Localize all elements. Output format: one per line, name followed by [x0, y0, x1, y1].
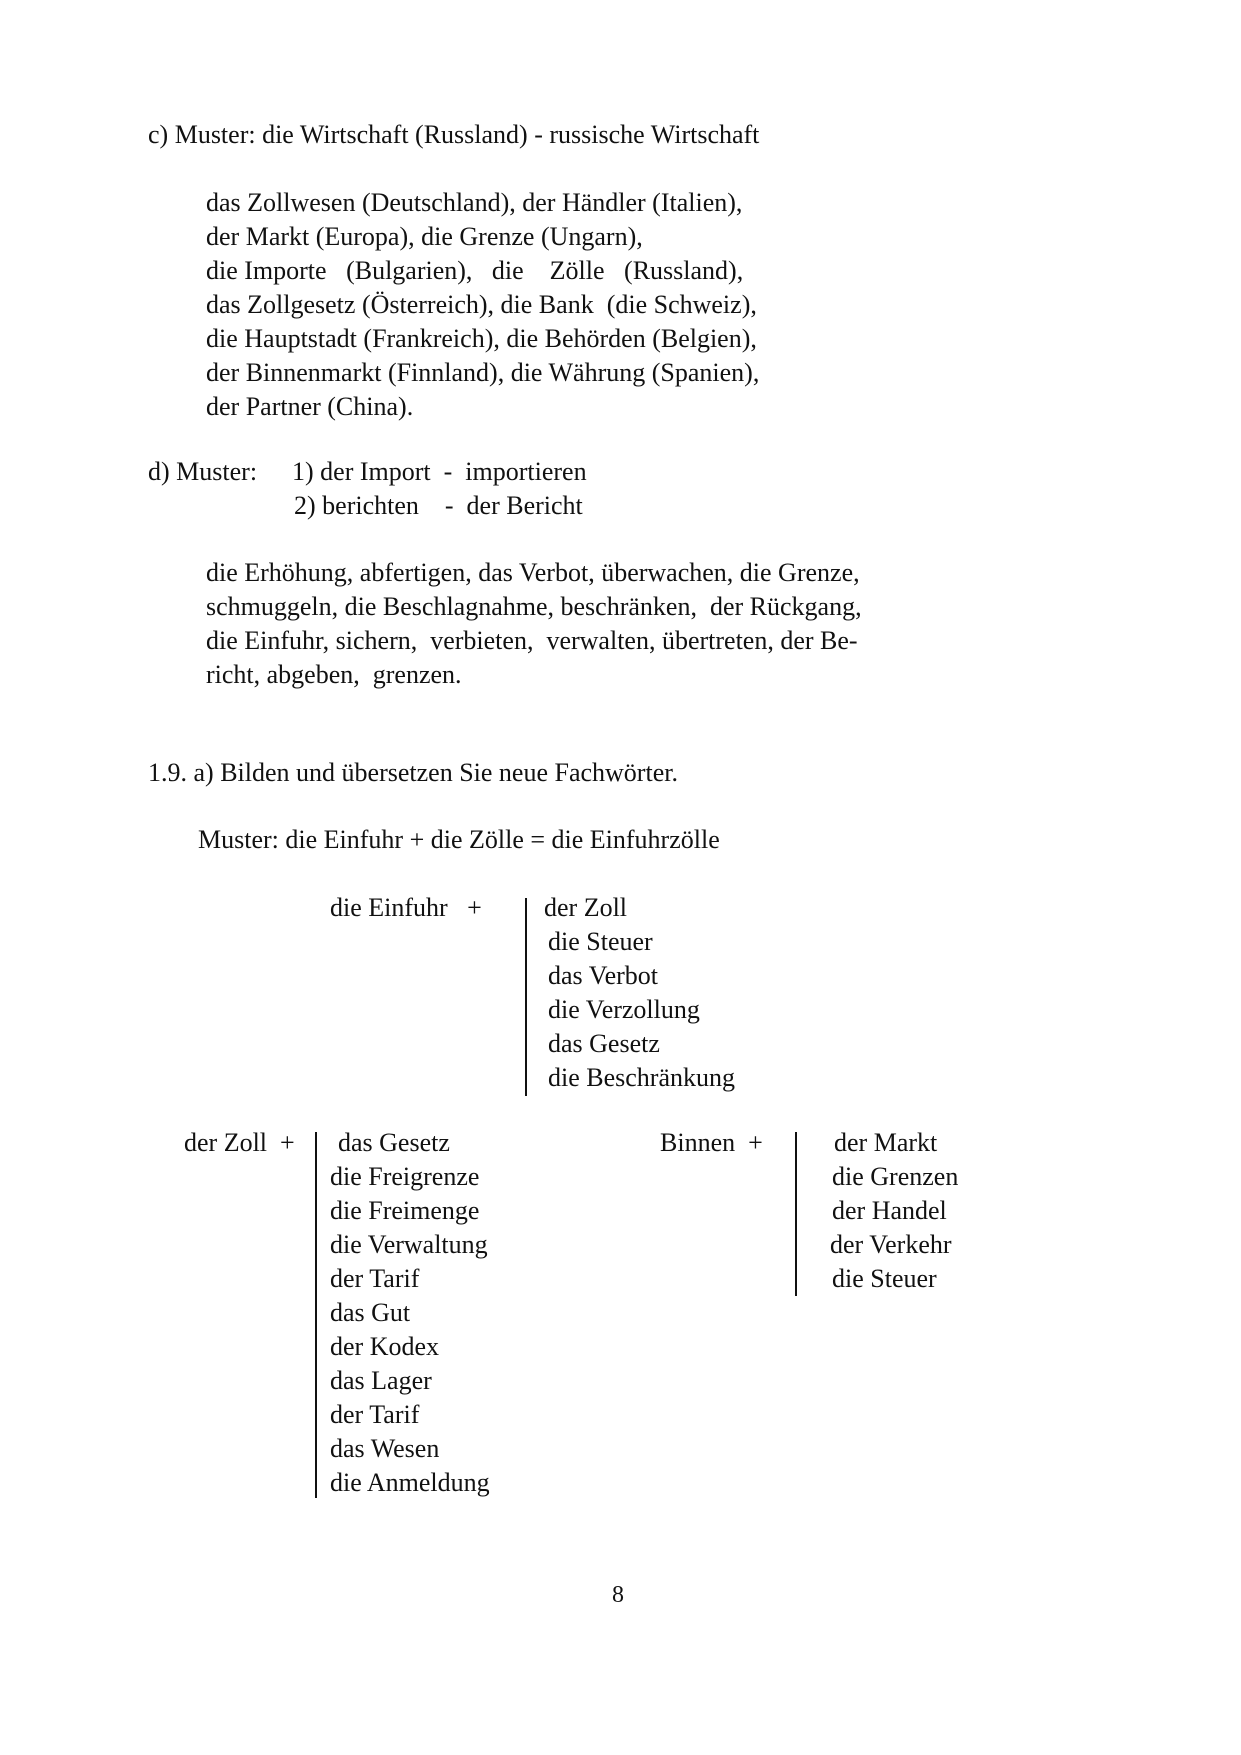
list-item: die Erhöhung, abfertigen, das Verbot, überwachen, die Grenze,	[206, 558, 860, 587]
list-item: die Verzollung	[548, 995, 700, 1024]
section-c-muster: c) Muster: die Wirtschaft (Russland) - russische Wirtschaft	[148, 120, 760, 149]
section-d-example-1: 1) der Import - importieren	[292, 457, 587, 486]
list-item: richt, abgeben, grenzen.	[206, 660, 462, 689]
group-zoll-list	[330, 1126, 490, 1500]
list-item: das Zollgesetz (Österreich), die Bank (die Schweiz),	[206, 290, 757, 319]
list-item: die Anmeldung	[330, 1468, 490, 1497]
group-einfuhr-list	[544, 891, 736, 1095]
list-item: das Wesen	[330, 1434, 440, 1463]
group-einfuhr-prefix: die Einfuhr +	[330, 893, 482, 922]
list-item: das Gut	[330, 1298, 411, 1327]
list-item: der Markt	[834, 1128, 938, 1157]
list-item: das Gesetz	[338, 1128, 450, 1157]
list-item: die Steuer	[832, 1264, 937, 1293]
page-number: 8	[612, 1582, 624, 1608]
list-item: das Gesetz	[548, 1029, 660, 1058]
section-d-word-list	[206, 556, 862, 692]
section-c-word-list	[206, 186, 759, 424]
list-item: der Handel	[832, 1196, 947, 1225]
list-item: der Binnenmarkt (Finnland), die Währung (Spanien),	[206, 358, 760, 387]
list-item: der Tarif	[330, 1400, 420, 1429]
list-item: die Beschränkung	[548, 1063, 736, 1092]
list-item: die Freimenge	[330, 1196, 480, 1225]
list-item: die Verwaltung	[330, 1230, 488, 1259]
group-binnen-bracket	[795, 1132, 797, 1296]
list-item: der Tarif	[330, 1264, 420, 1293]
list-item: die Grenzen	[832, 1162, 959, 1191]
list-item: das Verbot	[548, 961, 659, 990]
list-item: der Markt (Europa), die Grenze (Ungarn),	[206, 222, 643, 251]
group-zoll-bracket	[315, 1132, 317, 1498]
list-item: der Kodex	[330, 1332, 440, 1361]
list-item: die Freigrenze	[330, 1162, 480, 1191]
list-item: schmuggeln, die Beschlagnahme, beschränken, der Rückgang,	[206, 592, 862, 621]
list-item: die Steuer	[548, 927, 653, 956]
list-item: die Einfuhr, sichern, verbieten, verwalten, übertreten, der Be-	[206, 626, 858, 655]
section-d-example-2: 2) berichten - der Bericht	[294, 491, 583, 520]
group-binnen-list	[832, 1126, 958, 1296]
section-d-label: d) Muster:	[148, 457, 258, 486]
list-item: das Zollwesen (Deutschland), der Händler (Italien),	[206, 188, 743, 217]
group-einfuhr-bracket	[525, 898, 527, 1096]
list-item: der Zoll	[544, 893, 628, 922]
list-item: die Hauptstadt (Frankreich), die Behörden (Belgien),	[206, 324, 757, 353]
list-item: der Partner (China).	[206, 392, 414, 421]
exercise-muster: Muster: die Einfuhr + die Zölle = die Einfuhrzölle	[198, 825, 720, 854]
exercise-heading: 1.9. a) Bilden und übersetzen Sie neue Fachwörter.	[148, 758, 678, 787]
list-item: die Importe (Bulgarien), die Zölle (Russland),	[206, 256, 744, 285]
group-zoll-prefix: der Zoll +	[184, 1128, 295, 1157]
group-binnen-prefix: Binnen +	[660, 1128, 763, 1157]
list-item: der Verkehr	[830, 1230, 952, 1259]
list-item: das Lager	[330, 1366, 432, 1395]
